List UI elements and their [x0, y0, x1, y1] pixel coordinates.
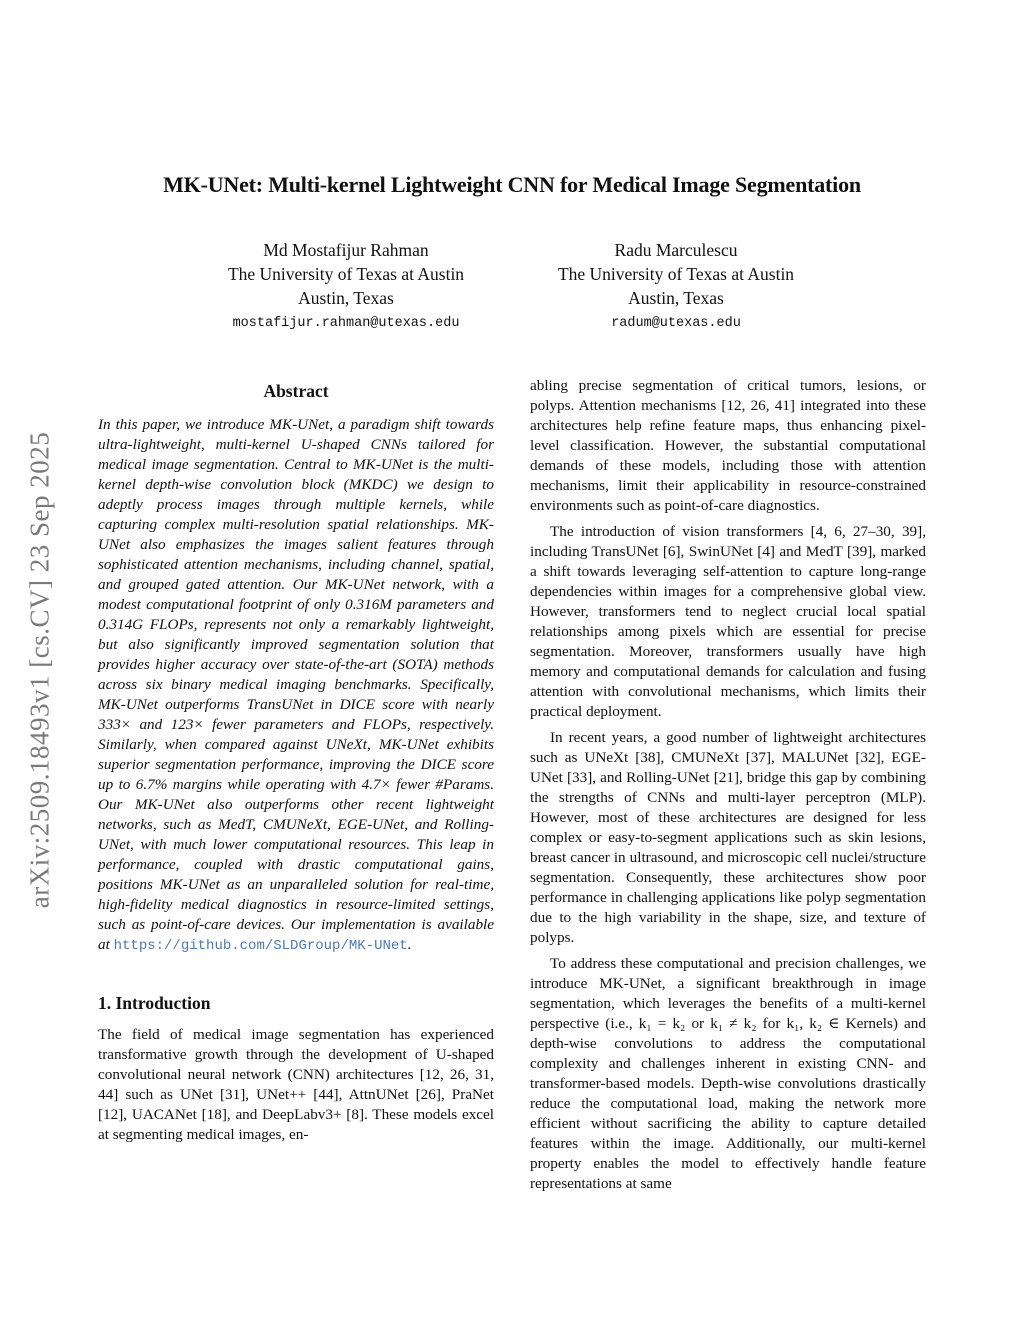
abstract-heading: Abstract — [263, 381, 329, 401]
arxiv-identifier: arXiv:2509.18493v1 [cs.CV] 23 Sep 2025 — [24, 431, 55, 909]
author-email[interactable]: radum@utexas.edu — [611, 316, 741, 331]
arxiv-sidebar — [10, 370, 70, 970]
author-affiliation: The University of Texas at Austin — [557, 264, 795, 284]
author-location: Austin, Texas — [298, 288, 394, 308]
intro-paragraph-transformers: The introduction of vision transformers [4, 6, 27–30, 39], including TransUNet [6], SwinUNet [4] and MedT [39], marked a shift towards leveraging self-attention to capture long-range dependencies within images for a comprehensive global view. However, transformers tend to neglect crucial local spatial relationships among pixels which are essential for precise segmentation. Moreover, transformers usually have high memory and computational demands for calculation and fusing attention with convolutional mechanisms, which limits their practical deployment. — [530, 523, 926, 720]
abstract-end: . — [407, 936, 412, 953]
left-column — [98, 376, 494, 1151]
intro-paragraph-continued: abling precise segmentation of critical tumors, lesions, or polyps. Attention mechanisms [12, 26, 41] integrated into these architectures help refine feature maps, thus enhancing pixel-level classification. However, the substantial computational demands of these models, including those with attention mechanisms, limit their applicability in resource-constrained environments such as point-of-care diagnostics. — [530, 377, 926, 514]
author-block-2 — [516, 238, 836, 336]
abstract-body — [98, 415, 494, 956]
author-block-1 — [186, 238, 506, 336]
intro-paragraph-lightweight: In recent years, a good number of lightweight architectures such as UNeXt [38], CMUNeXt [37], MALUNet [32], EGE-UNet [33], and Rolling-UNet [21], bridge this gap by combining the strengths of CNNs and multi-layer perceptron (MLP). However, most of these architectures are designed for less complex or easy-to-segment applications such as skin lesions, breast cancer in ultrasound, and microscopic cell nuclei/structure segmentation. Consequently, these architectures show poor performance in challenging applications like polyp segmentation due to the high variability in the shape, size, and texture of polyps. — [530, 729, 926, 946]
introduction-paragraph-1: The field of medical image segmentation has experienced transformative growth through the development of U-shaped convolutional neural network (CNN) architectures [12, 26, 31, 44] such as UNet [31], UNet++ [44], AttnUNet [26], PraNet [12], UACANet [18], and DeepLabv3+ [8]. These models excel at segmenting medical images, en- — [98, 1026, 494, 1143]
intro-paragraph-mkunet: To address these computational and precision challenges, we introduce MK-UNet, a significant breakthrough in image segmentation, which leverages the benefits of a multi-kernel perspective (i.e., k₁ = k₂ or k₁ ≠ k₂ for k₁, k₂ ∈ Kernels) and depth-wise convolutions to address the computational complexity and challenges inherent in existing CNN- and transformer-based models. Depth-wise convolutions drastically reduce the computational load, making the network more efficient without sacrificing the ability to capture detailed features within the image. Additionally, our multi-kernel property enables the model to effectively handle feature representations at same — [530, 955, 926, 1192]
author-email[interactable]: mostafijur.rahman@utexas.edu — [232, 316, 460, 331]
author-affiliation: The University of Texas at Austin — [227, 264, 465, 284]
right-column — [530, 376, 926, 1200]
paper-title: MK-UNet: Multi-kernel Lightweight CNN for Medical Image Segmentation — [163, 172, 861, 197]
author-name: Md Mostafijur Rahman — [263, 240, 429, 260]
abstract-text: In this paper, we introduce MK-UNet, a paradigm shift towards ultra-lightweight, multi-kernel U-shaped CNNs tailored for medical image segmentation. Central to MK-UNet is the multi-kernel depth-wise convolution block (MKDC) we design to adeptly process images through multiple kernels, while capturing complex multi-resolution spatial relationships. MK-UNet also emphasizes the images salient features through sophisticated attention mechanisms, including channel, spatial, and grouped gated attention. Our MK-UNet network, with a modest computational footprint of only 0.316M parameters and 0.314G FLOPs, represents not only a remarkably lightweight, but also significantly improved segmentation solution that provides higher accuracy over state-of-the-art (SOTA) methods across six binary medical imaging benchmarks. Specifically, MK-UNet outperforms TransUNet in DICE score with nearly 333× and 123× fewer parameters and FLOPs, respectively. Similarly, when compared against UNeXt, MK-UNet exhibits superior segmentation performance, improving the DICE score up to 6.7% margins while operating with 4.7× fewer #Params. Our MK-UNet also outperforms other recent lightweight networks, such as MedT, CMUNeXt, EGE-UNet, and Rolling-UNet, with much lower computational resources. This leap in performance, coupled with drastic computational gains, positions MK-UNet as an unparalleled solution for real-time, high-fidelity medical diagnostics in resource-limited settings, such as point-of-care devices. Our implementation is available at — [98, 416, 494, 953]
code-link[interactable]: https://github.com/SLDGroup/MK-UNet — [113, 938, 408, 954]
author-name: Radu Marculescu — [614, 240, 738, 260]
introduction-heading: 1. Introduction — [98, 993, 211, 1013]
author-location: Austin, Texas — [628, 288, 724, 308]
